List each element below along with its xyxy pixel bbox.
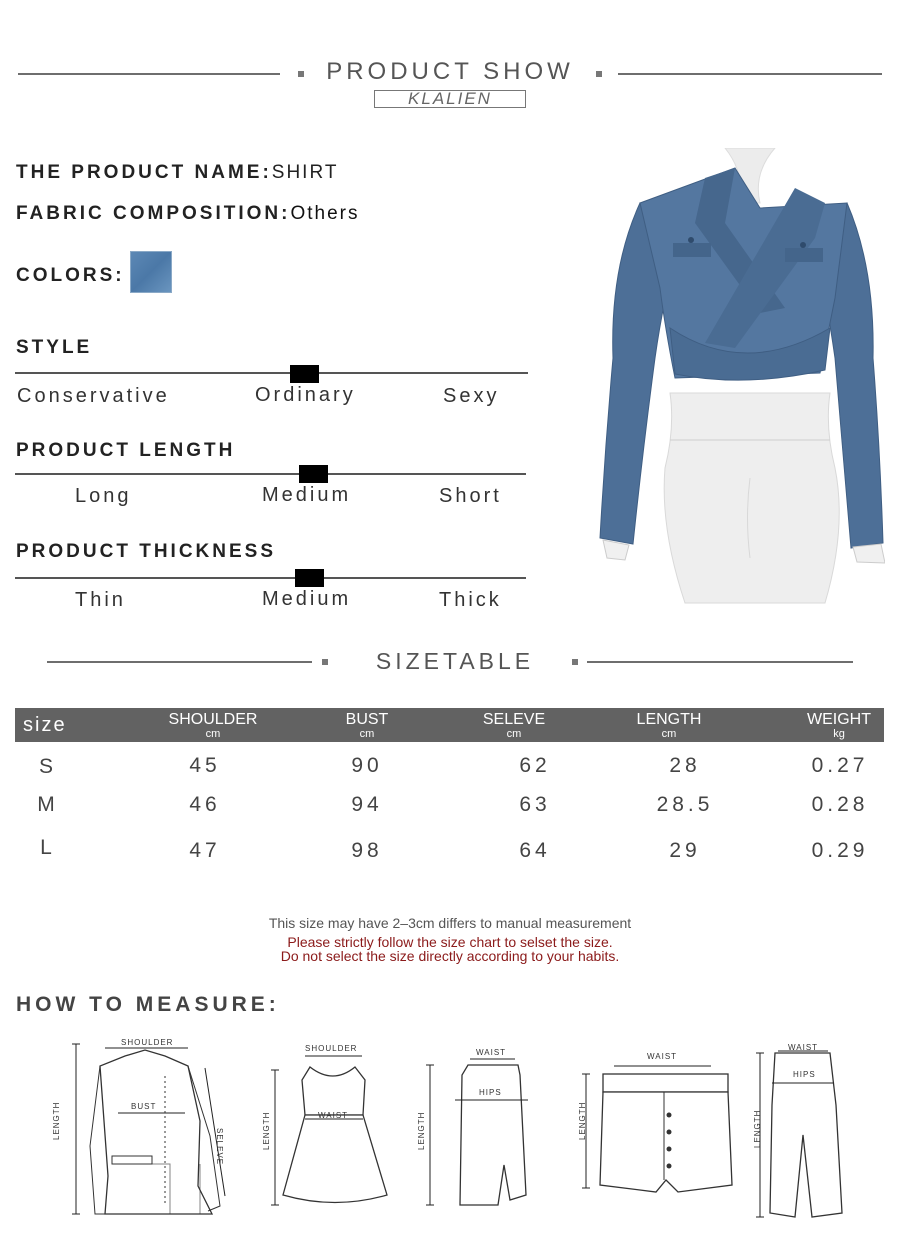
length-label-short: Short — [439, 485, 502, 507]
sizetable-bullet-right — [572, 659, 578, 665]
pants-waist-label: WAIST — [788, 1043, 819, 1052]
row-l-shoulder: 47 — [189, 839, 221, 862]
skirt-waist-label: WAIST — [476, 1048, 507, 1057]
measurement-note: This size may have 2–3cm differs to manual measurement — [268, 915, 632, 931]
shorts-length-label: LENGTH — [578, 1101, 587, 1140]
row-s-seleve: 62 — [519, 754, 551, 777]
pants-hips-label: HIPS — [793, 1070, 816, 1079]
row-m-size: M — [37, 793, 59, 816]
thickness-title: PRODUCT THICKNESS — [16, 541, 277, 562]
sizetable-line-right — [587, 661, 853, 663]
style-label-ordinary: Ordinary — [255, 384, 356, 406]
shirt-bust-label: BUST — [131, 1102, 157, 1111]
size-warning-2: Do not select the size directly according to your habits. — [280, 948, 620, 964]
col-length-header — [609, 711, 729, 739]
length-label-long: Long — [75, 485, 132, 507]
page-title: PRODUCT SHOW — [326, 58, 574, 85]
length-marker — [299, 465, 328, 483]
col-shoulder-unit: cm — [205, 728, 221, 740]
thickness-label-medium: Medium — [262, 588, 352, 610]
row-s-bust: 90 — [351, 754, 383, 777]
length-label-medium: Medium — [262, 484, 352, 506]
col-length-unit: cm — [661, 728, 677, 740]
skirt-length-label: LENGTH — [417, 1111, 426, 1150]
length-title: PRODUCT LENGTH — [16, 440, 236, 461]
col-shoulder-name: SHOULDER — [168, 711, 258, 728]
fabric-row — [16, 203, 359, 225]
shirt-seleve-label: SELEVE — [215, 1128, 224, 1166]
header-line-right — [618, 73, 882, 75]
thickness-marker — [295, 569, 324, 587]
thickness-label-thin: Thin — [75, 589, 126, 611]
shorts-waist-label: WAIST — [647, 1052, 678, 1061]
header-bullet-right — [596, 71, 602, 77]
style-title: STYLE — [16, 337, 93, 358]
row-m-seleve: 63 — [519, 793, 551, 816]
col-size-header: size — [23, 714, 67, 736]
pants-length-label: LENGTH — [753, 1109, 762, 1148]
col-bust-unit: cm — [359, 728, 375, 740]
col-seleve-name: SELEVE — [482, 711, 546, 728]
sizetable-line-left — [47, 661, 312, 663]
fabric-value: Others — [290, 203, 360, 224]
shirt-shoulder-label: SHOULDER — [121, 1038, 174, 1047]
row-m-weight: 0.28 — [811, 793, 869, 816]
size-table-header — [15, 708, 884, 742]
how-to-measure-title: HOW TO MEASURE: — [16, 993, 280, 1016]
row-l-seleve: 64 — [519, 839, 551, 862]
fabric-label: FABRIC COMPOSITION: — [16, 203, 291, 224]
col-weight-unit: kg — [833, 728, 845, 740]
style-scale-line — [15, 372, 528, 374]
brand-name: KLALIEN — [374, 90, 526, 108]
col-weight-name: WEIGHT — [807, 711, 871, 728]
color-swatch-blue[interactable] — [130, 251, 172, 293]
skirt-measure-diagram — [420, 1055, 540, 1215]
col-shoulder-header — [153, 711, 273, 739]
thickness-scale-line — [15, 577, 526, 579]
dress-length-label: LENGTH — [262, 1111, 271, 1150]
thickness-label-thick: Thick — [439, 589, 502, 611]
style-label-sexy: Sexy — [443, 385, 500, 407]
header-line-left — [18, 73, 280, 75]
product-name-value: SHIRT — [271, 162, 339, 183]
col-bust-name: BUST — [345, 711, 389, 728]
sizetable-bullet-left — [322, 659, 328, 665]
sizetable-title: SIZETABLE — [375, 648, 535, 674]
row-l-size: L — [40, 836, 56, 859]
product-name-row — [16, 162, 338, 184]
shirt-measure-diagram — [60, 1036, 230, 1221]
shirt-length-label: LENGTH — [52, 1101, 61, 1140]
dress-shoulder-label: SHOULDER — [305, 1044, 358, 1053]
skirt-hips-label: HIPS — [479, 1088, 502, 1097]
col-length-name: LENGTH — [636, 711, 702, 728]
shorts-measure-diagram — [576, 1060, 741, 1200]
product-name-label: THE PRODUCT NAME: — [16, 162, 272, 183]
row-l-length: 29 — [669, 839, 701, 862]
dress-measure-diagram — [265, 1055, 400, 1215]
row-m-bust: 94 — [351, 793, 383, 816]
row-m-length: 28.5 — [656, 793, 714, 816]
row-m-shoulder: 46 — [189, 793, 221, 816]
col-seleve-unit: cm — [506, 728, 522, 740]
row-s-size: S — [38, 755, 57, 778]
row-s-shoulder: 45 — [189, 754, 221, 777]
product-photo — [585, 148, 885, 608]
style-marker — [290, 365, 319, 383]
row-s-length: 28 — [669, 754, 701, 777]
style-label-conservative: Conservative — [17, 385, 170, 407]
size-warning-1: Please strictly follow the size chart to selset the size. — [287, 934, 613, 950]
row-l-weight: 0.29 — [811, 839, 869, 862]
col-bust-header — [307, 711, 427, 739]
length-scale-line — [15, 473, 526, 475]
row-l-bust: 98 — [351, 839, 383, 862]
col-seleve-header — [454, 711, 574, 739]
dress-waist-label: WAIST — [318, 1111, 349, 1120]
row-s-weight: 0.27 — [811, 754, 869, 777]
colors-label: COLORS: — [16, 265, 125, 286]
col-weight-header — [779, 711, 899, 739]
